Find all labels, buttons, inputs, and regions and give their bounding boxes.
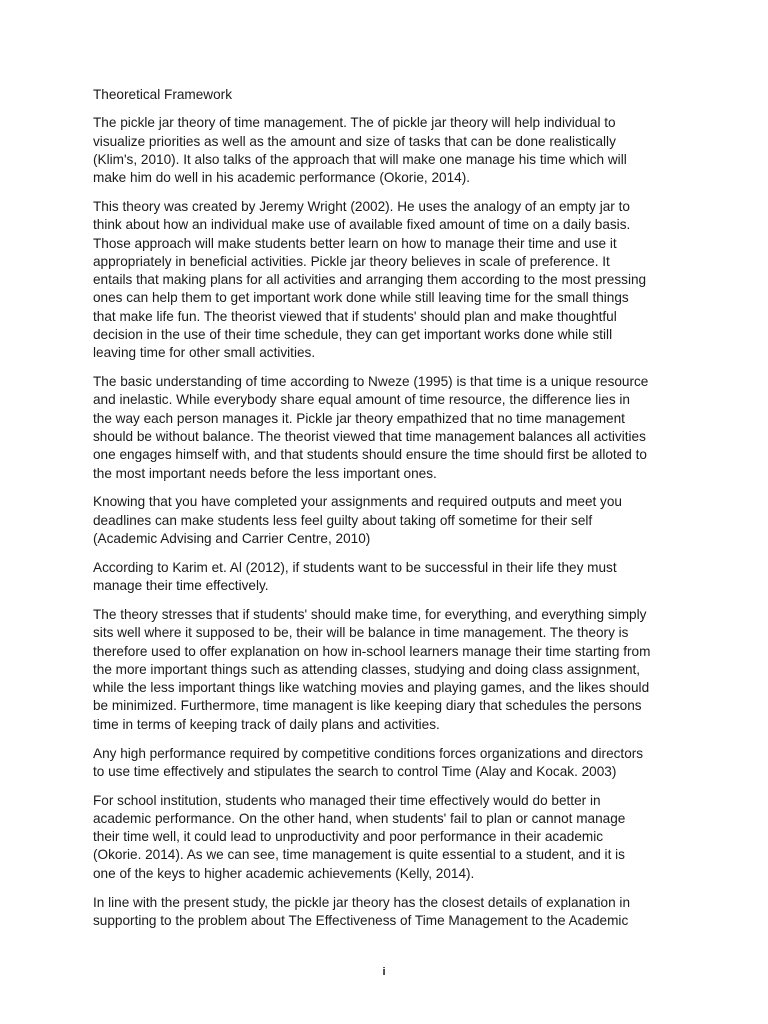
text-line: that make life fun. The theorist viewed that if students' should plan and make thoughtful	[93, 308, 617, 324]
text-line: one of the keys to higher academic achievements (Kelly, 2014).	[93, 865, 475, 881]
paragraph	[93, 198, 683, 363]
text-line: Those approach will make students better learn on how to manage their time and use it	[93, 235, 617, 251]
text-line: the way each person manages it. Pickle jar theory empathized that no time management	[93, 410, 625, 426]
text-line: manage their time effectively.	[93, 578, 269, 594]
text-line: and inelastic. While everybody share equal amount of time resource, the difference lies in	[93, 392, 630, 408]
text-line: be minimized. Furthermore, time managent is like keeping diary that schedules the persons	[93, 698, 642, 714]
text-line: The basic understanding of time according to Nweze (1995) is that time is a unique resource	[93, 374, 649, 390]
text-line: entails that making plans for all activities and arranging them according to the most pressing	[93, 272, 647, 288]
text-line: supporting to the problem about The Effectiveness of Time Management to the Academic	[93, 912, 629, 928]
text-line: deadlines can make students less feel guilty about taking off sometime for their self	[93, 512, 593, 528]
text-line: The theory stresses that if students' should make time, for everything, and everything simply	[93, 606, 647, 622]
text-line: For school institution, students who managed their time effectively would do better in	[93, 792, 601, 808]
paragraph	[93, 493, 683, 548]
text-line: According to Karim et. Al (2012), if students want to be successful in their life they must	[93, 559, 617, 575]
text-line: the more important things such as attending classes, studying and doing class assignment,	[93, 661, 641, 677]
paragraph	[93, 373, 683, 483]
paragraph	[93, 606, 683, 734]
text-line: should be without balance. The theorist viewed that time management balances all activities	[93, 429, 646, 445]
text-line: appropriately in beneficial activities. Pickle jar theory believes in scale of preference. It	[93, 253, 610, 269]
paragraph	[93, 745, 683, 782]
text-line: visualize priorities as well as the amount and size of tasks that can be done realistically	[93, 133, 616, 149]
text-line: This theory was created by Jeremy Wright (2002). He uses the analogy of an empty jar to	[93, 198, 630, 214]
page-number: i	[382, 966, 386, 978]
text-line: make him do well in his academic performance (Okorie, 2014).	[93, 170, 471, 186]
section-heading: Theoretical Framework	[93, 87, 232, 102]
text-line: academic performance. On the other hand, when students' fail to plan or cannot manage	[93, 810, 626, 826]
text-line: ones can help them to get important work done while still leaving time for the small things	[93, 290, 629, 306]
paragraph	[93, 559, 683, 596]
body-text	[93, 114, 683, 930]
text-line: the most important needs before the less important ones.	[93, 465, 437, 481]
text-line: The pickle jar theory of time management. The of pickle jar theory will help individual to	[93, 115, 616, 131]
paragraph	[93, 792, 683, 883]
text-line: think about how an individual make use of available fixed amount of time on a daily basis.	[93, 217, 631, 233]
text-line: sits well where it supposed to be, their will be balance in time management. The theory is	[93, 625, 629, 641]
text-line: (Klim's, 2010). It also talks of the approach that will make one manage his time which will	[93, 151, 627, 167]
text-line: decision in the use of their time schedule, they can get important works done while still	[93, 327, 613, 343]
text-line: time in terms of keeping track of daily plans and activities.	[93, 716, 440, 732]
text-line: In line with the present study, the pickle jar theory has the closest details of explanation in	[93, 894, 631, 910]
paragraph	[93, 894, 683, 931]
document-page	[93, 86, 683, 941]
paragraph	[93, 114, 683, 187]
text-line: therefore used to offer explanation on how in-school learners manage their time starting from	[93, 643, 651, 659]
text-line: while the less important things like watching movies and playing games, and the likes should	[93, 680, 650, 696]
text-line: Knowing that you have completed your assignments and required outputs and meet you	[93, 494, 622, 510]
text-line: (Okorie. 2014). As we can see, time management is quite essential to a student, and it is	[93, 847, 625, 863]
text-line: one engages himself with, and that students should ensure the time should first be alloted to	[93, 447, 647, 463]
text-line: Any high performance required by competitive conditions forces organizations and directors	[93, 745, 644, 761]
text-line: to use time effectively and stipulates the search to control Time (Alay and Kocak. 2003)	[93, 763, 617, 779]
text-line: their time well, it could lead to unproductivity and poor performance in their academic	[93, 829, 604, 845]
text-line: leaving time for other small activities.	[93, 345, 316, 361]
text-line: (Academic Advising and Carrier Centre, 2010)	[93, 531, 371, 547]
